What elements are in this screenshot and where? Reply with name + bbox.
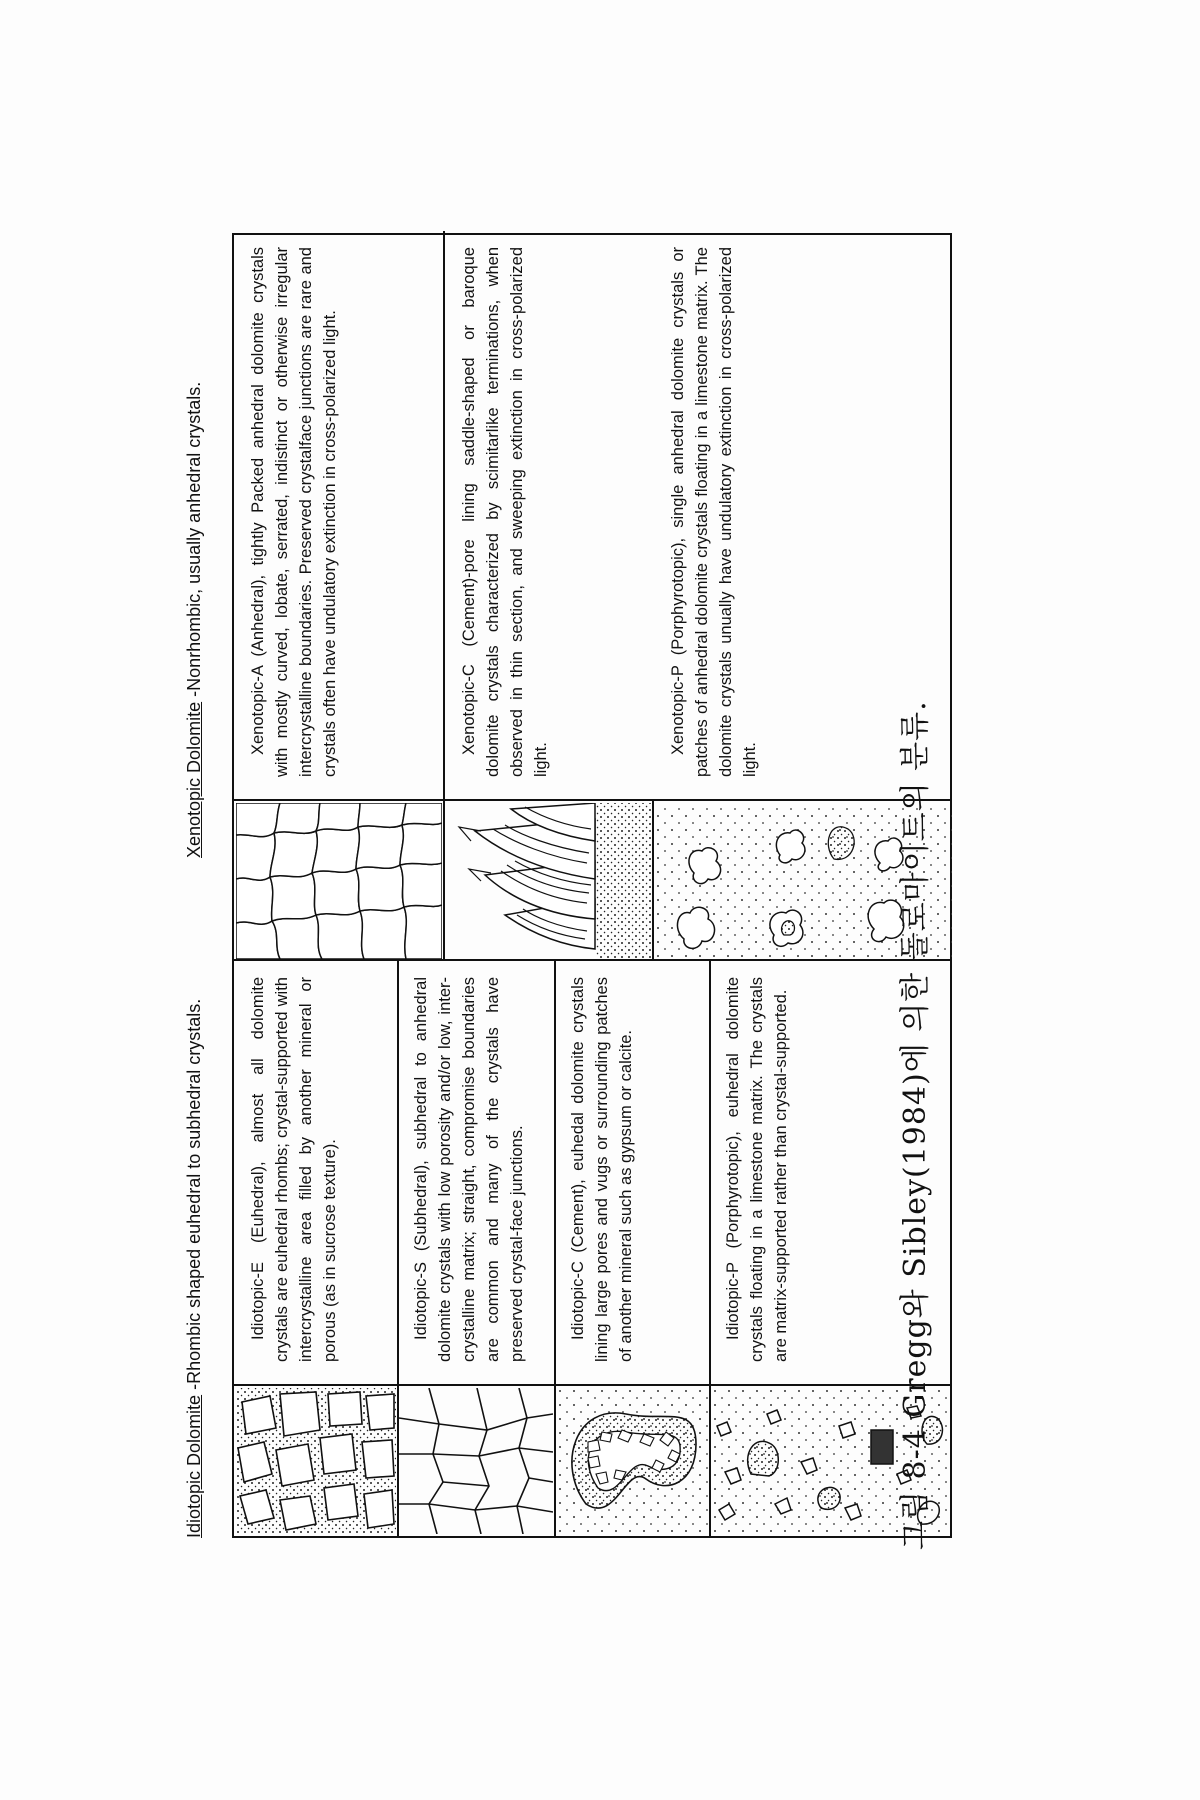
xenotopic-a-texture [236, 803, 442, 959]
idiotopic-c-description [566, 963, 706, 1384]
idiotopic-c-texture [556, 1388, 708, 1534]
idiotopic-c-text: Idiotopic-C (Cement), euhedal dolomite crystals lining large pores and vugs or surrounding patches of another mineral such as gypsum or calcite. [569, 977, 635, 1362]
xenotopic-a-text: Xenotopic-A (Anhedral), tightly Packed anhedral dolomite crystals with mostly curved, lobate, serrated, indistinct or otherwise irregular intercrystalline boundaries. Preserved crystalface junctions are rare and crystals often have undulatory extinction in cross-polarized light. [249, 247, 339, 777]
figure-caption [890, 700, 950, 1551]
idiotopic-e-text: Idiotopic-E (Euhedral), almost all dolomite crystals are euhedral rhombs; crystal-supported with intercrystalline area filled by another mineral or porous (as in sucrose texture). [249, 977, 339, 1362]
xenotopic-p-text: Xenotopic-P (Porphyrotopic), single anhedral dolomite crystals or patches of anhedral dolomite crystals floating in a limestone matrix. The dolomite crystals unually have undulatory extinction in cross-polarized light. [669, 247, 759, 777]
xenotopic-c-texture [445, 803, 651, 959]
divider-idio-image-text [234, 1384, 950, 1386]
xenotopic-header-desc: -Nonrhombic, usually anhedral crystals. [184, 381, 204, 702]
idiotopic-s-text: Idiotopic-S (Subhedral), subhedral to anhedral dolomite crystals with low porosity and/or low, inter-crystalline matrix; straight, compromise boundaries are common and many of the crystals have preserved crystal-face junctions. [412, 977, 526, 1362]
classification-table [232, 233, 952, 1538]
xenotopic-c-text: Xenotopic-C (Cement)-pore lining saddle-shaped or baroque dolomite crystals characterized by scimitarlike terminations, when observed in thin section, and sweeping extinction in cross-polarized light. [460, 247, 550, 777]
divider-xeno-image-text [234, 799, 950, 801]
idiotopic-e-texture [236, 1388, 396, 1534]
idiotopic-s-texture [399, 1388, 553, 1534]
xenotopic-c-description [457, 233, 647, 799]
idiotopic-header [182, 918, 206, 1538]
idiotopic-p-text: Idiotopic-P (Porphyrotopic), euhedral dolomite crystals floating in a limestone matrix. The crystals are matrix-supported rather than crystal-supported. [724, 977, 790, 1362]
idiotopic-header-desc: -Rhombic shaped euhedral to subhedral crystals. [184, 998, 204, 1395]
xenotopic-a-description [246, 233, 441, 799]
xenotopic-header [182, 238, 206, 858]
xenotopic-term: Xenotopic Dolomite [184, 701, 204, 858]
idiotopic-s-description [409, 963, 551, 1384]
divider-idio-xeno [234, 959, 950, 961]
idiotopic-term: Idiotopic Dolomite [184, 1394, 204, 1538]
figure-caption-text: 그림 8-4 Gregg와 Sibley(1984)에 의한 돌로마이트의 분류. [898, 700, 933, 1550]
idiotopic-e-description [246, 963, 394, 1384]
